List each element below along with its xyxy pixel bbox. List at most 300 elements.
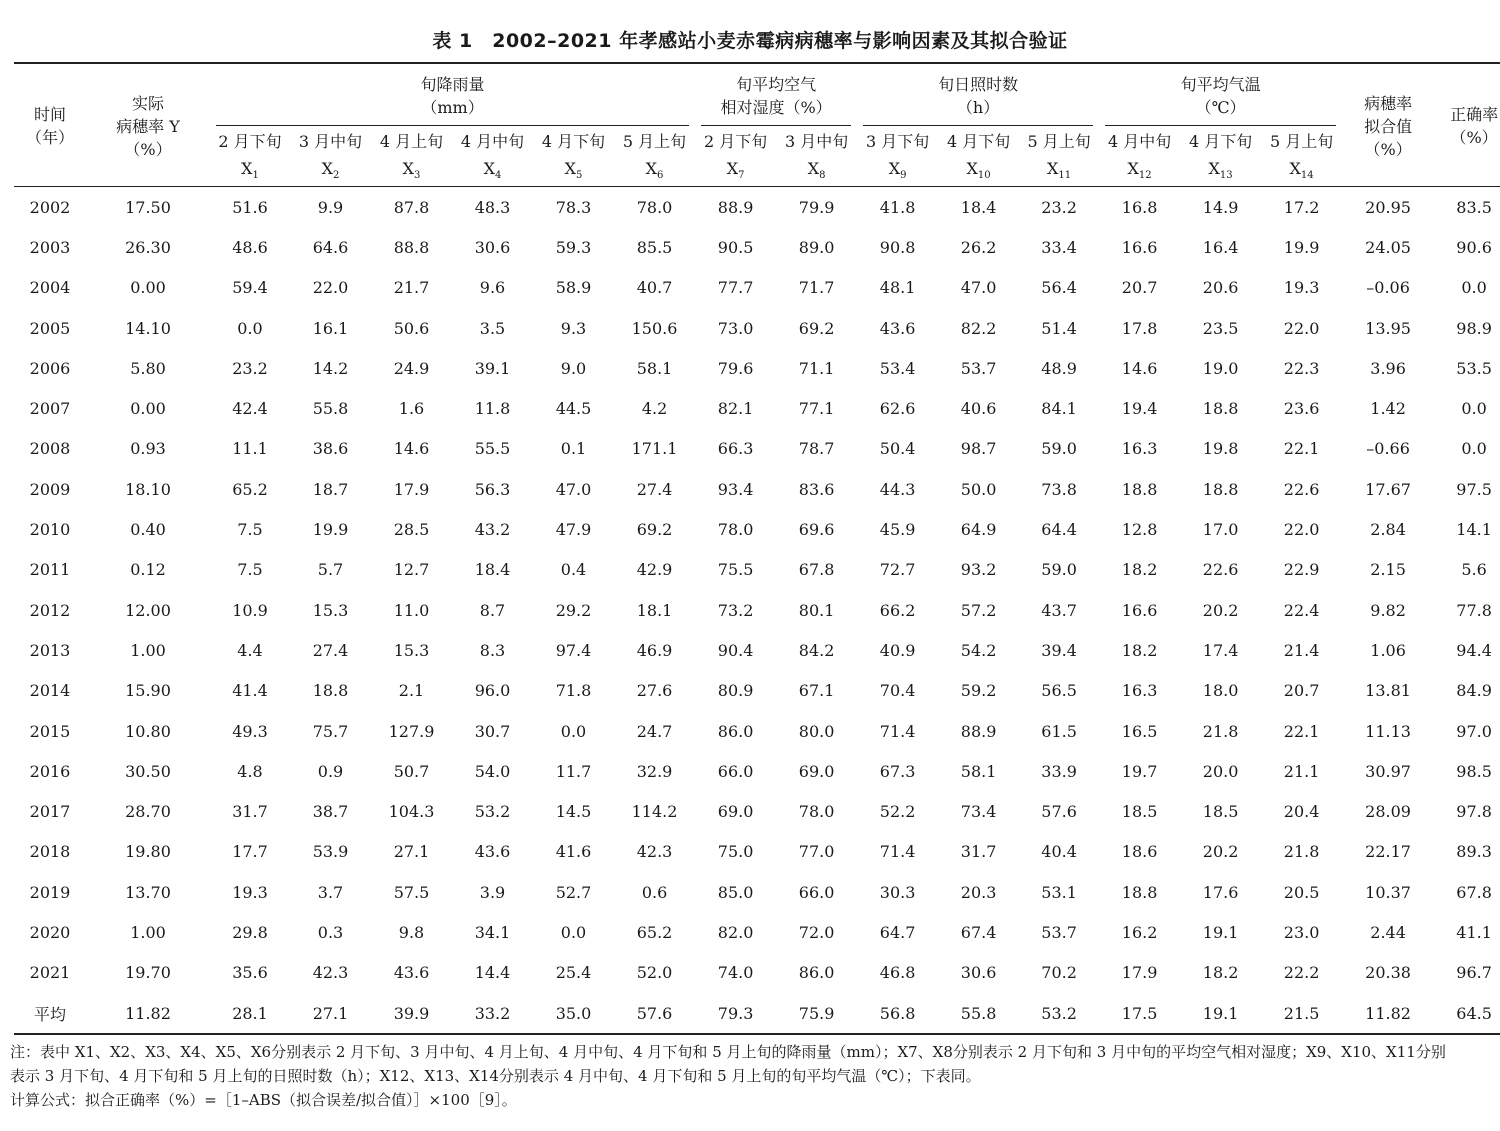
table-cell: 80.0 [798,721,835,741]
table-cell: 53.7 [960,358,997,378]
table-cell: 18.10 [125,479,171,499]
table-cell: 5.6 [1461,560,1487,580]
table-cell: 96.0 [474,681,511,701]
table-cell: 19.3 [232,882,268,902]
table-cell: 18.6 [1121,842,1158,862]
table-cell: 97.0 [1456,721,1492,741]
table-cell: 11.8 [474,399,511,419]
table-cell: 27.4 [312,640,349,660]
row-label: 2009 [29,479,71,499]
table-cell: 48.3 [474,197,511,217]
table-cell: 11.13 [1365,721,1411,741]
table-cell: 19.8 [1202,439,1239,459]
table-cell: 30.6 [960,963,997,983]
table-cell: 82.0 [717,922,754,942]
table-cell: 0.0 [1461,399,1487,419]
table-cell: 2.15 [1370,560,1406,580]
table-cell: 65.2 [232,479,268,499]
table-cell: 67.3 [879,761,916,781]
table-cell: 97.8 [1456,802,1492,822]
table-row [14,187,1500,228]
table-cell: 67.8 [1456,882,1492,902]
table-cell: 10.9 [232,600,268,620]
table-cell: 56.5 [1041,681,1077,701]
table-cell: 56.3 [474,479,511,499]
row-label: 2021 [29,963,71,983]
table-cell: 73.8 [1041,479,1077,499]
table-cell: 0.1 [560,439,587,459]
table-cell: 28.09 [1365,802,1411,822]
table-cell: 15.3 [393,640,430,660]
table-cell: 94.4 [1456,640,1492,660]
table-notes [10,1040,1490,1112]
table-cell: 53.7 [1041,922,1077,942]
table-cell: 22.2 [1283,963,1320,983]
table-cell: 71.4 [879,842,916,862]
table-cell: 98.9 [1456,318,1492,338]
table-cell: 84.2 [798,640,835,660]
period-header: 3 月中旬 [298,131,363,151]
table-cell: 30.7 [474,721,511,741]
table-cell: 18.0 [1202,681,1239,701]
table-cell: 13.70 [125,882,171,902]
table-cell: 57.6 [1041,802,1077,822]
period-header: 5 月上旬 [622,131,687,151]
table-cell: 59.2 [960,681,997,701]
table-cell: 96.7 [1456,963,1492,983]
row-label: 2014 [29,681,71,701]
table-cell: 40.7 [636,278,673,298]
period-header: 4 月下旬 [1188,131,1253,151]
table-cell: 52.7 [555,882,592,902]
table-cell: 9.6 [479,278,506,298]
table-cell: 2.44 [1370,922,1406,942]
table-cell: 171.1 [631,439,678,459]
table-cell: 98.7 [960,439,997,459]
table-cell: 33.4 [1041,237,1077,257]
table-cell: 57.2 [960,600,997,620]
table-cell: 58.9 [555,278,592,298]
table-cell: 39.9 [371,993,452,1034]
table-cell: 24.9 [393,358,430,378]
table-cell: 42.4 [232,399,268,419]
table-cell: 23.6 [1283,399,1320,419]
table-cell: 20.3 [960,882,997,902]
table-cell: 64.9 [960,520,997,540]
table-cell: 12.8 [1121,520,1158,540]
table-cell: 53.9 [312,842,349,862]
table-cell: 9.8 [398,922,425,942]
period-header: 4 月下旬 [541,131,606,151]
table-cell: 30.50 [125,761,171,781]
row-label: 2017 [29,802,71,822]
table-cell: 46.8 [879,963,916,983]
table-cell: 53.4 [879,358,916,378]
table-cell: 28.5 [393,520,430,540]
table-cell: 51.4 [1041,318,1077,338]
table-cell: 50.7 [393,761,430,781]
variable-symbol: $X_9$ [857,154,938,187]
table-row [14,832,1500,872]
table-cell: 46.9 [636,640,673,660]
variable-symbol: $X_5$ [533,154,614,187]
table-cell: 14.1 [1456,520,1492,540]
table-cell: 14.5 [555,802,592,822]
table-cell: 1.42 [1370,399,1406,419]
variable-symbol: $X_{12}$ [1099,154,1180,187]
table-cell: 90.4 [717,640,754,660]
table-cell: 41.6 [555,842,592,862]
variable-symbol: $X_2$ [290,154,371,187]
variable-symbol-row [14,154,1500,187]
table-cell: 55.5 [474,439,511,459]
table-cell: 9.9 [317,197,344,217]
table-cell: 18.1 [636,600,673,620]
row-label: 平均 [14,993,86,1034]
table-cell: 14.2 [312,358,349,378]
table-cell: 69.2 [636,520,673,540]
table-cell: 23.5 [1202,318,1239,338]
table-cell: 18.2 [1121,560,1158,580]
table-cell: 54.2 [960,640,997,660]
period-header: 4 月中旬 [460,131,525,151]
table-row [14,872,1500,912]
table-cell: –0.66 [1366,439,1410,459]
table-cell: 18.2 [1121,640,1158,660]
table-cell: 43.6 [393,963,430,983]
table-cell: 70.4 [879,681,916,701]
table-cell: 66.3 [717,439,754,459]
variable-symbol: $X_3$ [371,154,452,187]
table-row [14,268,1500,308]
table-cell: 5.7 [317,560,344,580]
table-cell: 22.1 [1283,721,1320,741]
table-cell: 18.8 [1202,399,1239,419]
note-line-1: 注：表中 X1、X2、X3、X4、X5、X6分别表示 2 月下旬、3 月中旬、4 月上旬、4 月中旬、4 月下旬和 5 月上旬的降雨量（mm）；X7、X8分别表示 2 月下旬和 3 月中旬的平均空气相对湿度；X9、X10、X11分别 [10,1043,1446,1061]
table-cell: 75.0 [717,842,754,862]
header-temperature: 旬平均气温 （℃） [1099,63,1342,126]
table-cell: 97.5 [1456,479,1492,499]
table-cell: 83.6 [798,479,835,499]
table-row [14,630,1500,670]
table-cell: 67.8 [798,560,835,580]
table-cell: 87.8 [393,197,430,217]
table-cell: 77.0 [798,842,835,862]
variable-symbol: $X_8$ [776,154,857,187]
table-cell: 0.93 [130,439,166,459]
note-formula: 计算公式：拟合正确率（%）=［1–ABS（拟合误差/拟合值）］×100［9］。 [10,1091,517,1109]
table-cell: 1.00 [130,922,166,942]
table-cell: 30.97 [1365,761,1411,781]
table-cell: 48.6 [232,237,268,257]
table-cell: 88.8 [393,237,430,257]
table-cell: 17.6 [1202,882,1239,902]
period-header: 3 月中旬 [784,131,849,151]
table-cell: 1.06 [1370,640,1406,660]
table-cell: 72.7 [879,560,916,580]
table-cell: 20.7 [1121,278,1158,298]
table-cell: 62.6 [879,399,916,419]
table-cell: 20.38 [1365,963,1411,983]
table-header [14,63,1500,187]
table-cell: 22.4 [1283,600,1320,620]
table-cell: 75.7 [312,721,349,741]
header-accuracy: 正确率 （%） [1434,63,1500,187]
table-cell: 52.2 [879,802,916,822]
table-cell: 4.4 [237,640,263,660]
table-cell: 19.9 [1283,237,1320,257]
table-cell: 66.0 [717,761,754,781]
table-cell: 22.0 [1283,318,1320,338]
table-cell: 19.0 [1202,358,1239,378]
table-cell: 0.9 [317,761,344,781]
table-cell: 74.0 [717,963,754,983]
table-cell: 45.9 [879,520,916,540]
note-line-2: 表示 3 月下旬、4 月下旬和 5 月上旬的日照时数（h）；X12、X13、X14分别表示 4 月中旬、4 月下旬和 5 月上旬的旬平均气温（℃）；下表同。 [10,1067,981,1085]
table-cell: 20.2 [1202,842,1239,862]
period-header: 5 月上旬 [1027,131,1091,151]
table-cell: 7.5 [237,560,263,580]
variable-symbol: $X_7$ [695,154,776,187]
table-cell: 25.4 [555,963,592,983]
variable-symbol: $X_{14}$ [1261,154,1342,187]
table-cell: 24.05 [1365,237,1411,257]
table-cell: 44.3 [879,479,916,499]
table-cell: 65.2 [636,922,673,942]
table-cell: 4.2 [641,399,668,419]
table-row [14,953,1500,993]
table-cell: 17.4 [1202,640,1239,660]
table-cell: 29.8 [232,922,268,942]
table-cell: 44.5 [555,399,592,419]
table-cell: 40.9 [879,640,916,660]
table-cell: 15.90 [125,681,171,701]
row-label: 2006 [29,358,71,378]
table-cell: 30.6 [474,237,511,257]
table-cell: 83.5 [1456,197,1492,217]
header-humidity: 旬平均空气 相对湿度（%） [695,63,857,126]
table-cell: 12.00 [125,600,171,620]
table-cell: 5.80 [130,358,166,378]
table-cell: 10.80 [125,721,171,741]
table-cell: 69.0 [717,802,754,822]
table-cell: 70.2 [1041,963,1077,983]
table-cell: 16.8 [1121,197,1158,217]
table-cell: 19.1 [1202,922,1239,942]
table-cell: 13.81 [1365,681,1411,701]
table-cell: 71.8 [555,681,592,701]
table-cell: 114.2 [631,802,678,822]
table-cell: 27.4 [636,479,673,499]
table-cell: 31.7 [232,802,268,822]
table-cell: 18.7 [312,479,349,499]
table-cell: 48.1 [879,278,916,298]
table-cell: 0.0 [1461,278,1487,298]
period-header: 3 月下旬 [865,131,930,151]
table-cell: 18.4 [474,560,511,580]
table-cell: 28.1 [210,993,290,1034]
table-cell: 89.3 [1456,842,1492,862]
table-cell: 19.7 [1121,761,1158,781]
table-cell: 43.6 [879,318,916,338]
table-cell: 22.9 [1283,560,1320,580]
table-cell: 10.37 [1365,882,1411,902]
table-row [14,550,1500,590]
table-cell: 9.3 [560,318,587,338]
table-cell: 71.4 [879,721,916,741]
table-cell: 82.2 [960,318,997,338]
table-cell: 57.5 [393,882,430,902]
period-header: 4 月中旬 [1107,131,1172,151]
table-cell: 38.6 [312,439,349,459]
table-cell: 22.0 [312,278,349,298]
table-cell: 79.6 [717,358,754,378]
table-cell: 50.4 [879,439,916,459]
table-cell: 75.9 [776,993,857,1034]
table-cell: 20.5 [1283,882,1320,902]
table-row [14,509,1500,549]
table-cell: 12.7 [393,560,430,580]
table-cell: 55.8 [938,993,1019,1034]
table-row [14,469,1500,509]
table-cell: 43.2 [474,520,511,540]
table-cell: 26.30 [125,237,171,257]
table-cell: 64.6 [312,237,349,257]
table-cell: 35.0 [533,993,614,1034]
table-cell: 14.6 [393,439,430,459]
table-cell: 64.4 [1041,520,1077,540]
table-row [14,791,1500,831]
table-cell: 43.7 [1041,600,1077,620]
table-cell: 22.0 [1283,520,1320,540]
table-cell: 104.3 [388,802,435,822]
average-row [14,993,1500,1034]
table-cell: 79.3 [695,993,776,1034]
table-cell: 59.4 [232,278,268,298]
table-cell: 16.3 [1121,681,1158,701]
variable-symbol: $X_{10}$ [938,154,1019,187]
table-cell: 79.9 [798,197,835,217]
table-cell: 3.7 [317,882,344,902]
table-cell: 89.0 [798,237,835,257]
table-cell: 150.6 [631,318,678,338]
table-row [14,348,1500,388]
table-cell: 52.0 [636,963,673,983]
table-cell: 86.0 [717,721,754,741]
table-cell: 16.1 [312,318,349,338]
table-cell: 59.3 [555,237,592,257]
table-cell: 127.9 [388,721,435,741]
table-cell: 80.9 [717,681,754,701]
table-cell: 41.8 [879,197,916,217]
table-cell: 18.8 [312,681,349,701]
table-row [14,711,1500,751]
table-cell: 72.0 [798,922,835,942]
table-cell: 18.4 [960,197,997,217]
table-cell: 17.2 [1283,197,1320,217]
table-cell: 59.0 [1041,560,1077,580]
table-cell: 20.7 [1283,681,1320,701]
table-cell: 20.4 [1283,802,1320,822]
table-cell: 14.6 [1121,358,1158,378]
table-cell: 14.4 [474,963,511,983]
table-cell: 17.50 [125,197,171,217]
table-cell: 13.95 [1365,318,1411,338]
table-cell: 69.2 [798,318,835,338]
table-row [14,388,1500,428]
table-cell: 18.5 [1202,802,1239,822]
table-cell: 4.8 [237,761,263,781]
table-cell: 0.12 [130,560,166,580]
table-cell: 17.9 [1121,963,1158,983]
table-cell: 35.6 [232,963,268,983]
table-cell: 93.2 [960,560,997,580]
header-actual-rate: 实际 病穗率 Y （%） [86,63,210,187]
table-row [14,308,1500,348]
header-sunshine: 旬日照时数 （h） [857,63,1099,126]
variable-symbol: $X_1$ [210,154,290,187]
table-cell: 1.6 [398,399,425,419]
table-cell: 73.0 [717,318,754,338]
row-label: 2019 [29,882,71,902]
table-body [14,187,1500,1035]
header-time: 时间 （年） [14,63,86,187]
data-table [14,62,1500,1035]
table-cell: 16.4 [1202,237,1239,257]
table-cell: 55.8 [312,399,349,419]
table-cell: 18.8 [1121,882,1158,902]
table-cell: 18.2 [1202,963,1239,983]
table-cell: 28.70 [125,802,171,822]
table-cell: 27.6 [636,681,673,701]
table-cell: 42.3 [312,963,349,983]
table-cell: 78.3 [555,197,592,217]
table-cell: 80.1 [798,600,835,620]
table-cell: 64.5 [1434,993,1500,1034]
table-cell: –0.06 [1366,278,1410,298]
row-label: 2018 [29,842,71,862]
table-cell: 75.5 [717,560,754,580]
table-cell: 21.7 [393,278,430,298]
table-cell: 39.4 [1041,640,1077,660]
table-cell: 27.1 [290,993,371,1034]
table-cell: 47.0 [555,479,592,499]
table-cell: 61.5 [1041,721,1077,741]
table-cell: 66.0 [798,882,835,902]
table-cell: 67.1 [798,681,835,701]
table-cell: 20.0 [1202,761,1239,781]
table-cell: 27.1 [393,842,430,862]
table-cell: 3.5 [479,318,506,338]
table-cell: 21.1 [1283,761,1320,781]
table-cell: 22.1 [1283,439,1320,459]
table-cell: 84.9 [1456,681,1492,701]
table-cell: 16.6 [1121,237,1158,257]
table-cell: 30.3 [879,882,916,902]
table-cell: 29.2 [555,600,592,620]
table-cell: 19.4 [1121,399,1158,419]
table-cell: 71.1 [798,358,835,378]
table-cell: 19.1 [1180,993,1261,1034]
table-row [14,671,1500,711]
table-cell: 21.8 [1283,842,1320,862]
table-cell: 0.0 [560,922,587,942]
table-cell: 41.4 [232,681,268,701]
table-cell: 33.2 [452,993,533,1034]
table-row [14,590,1500,630]
table-cell: 0.00 [130,399,166,419]
row-label: 2007 [29,399,71,419]
